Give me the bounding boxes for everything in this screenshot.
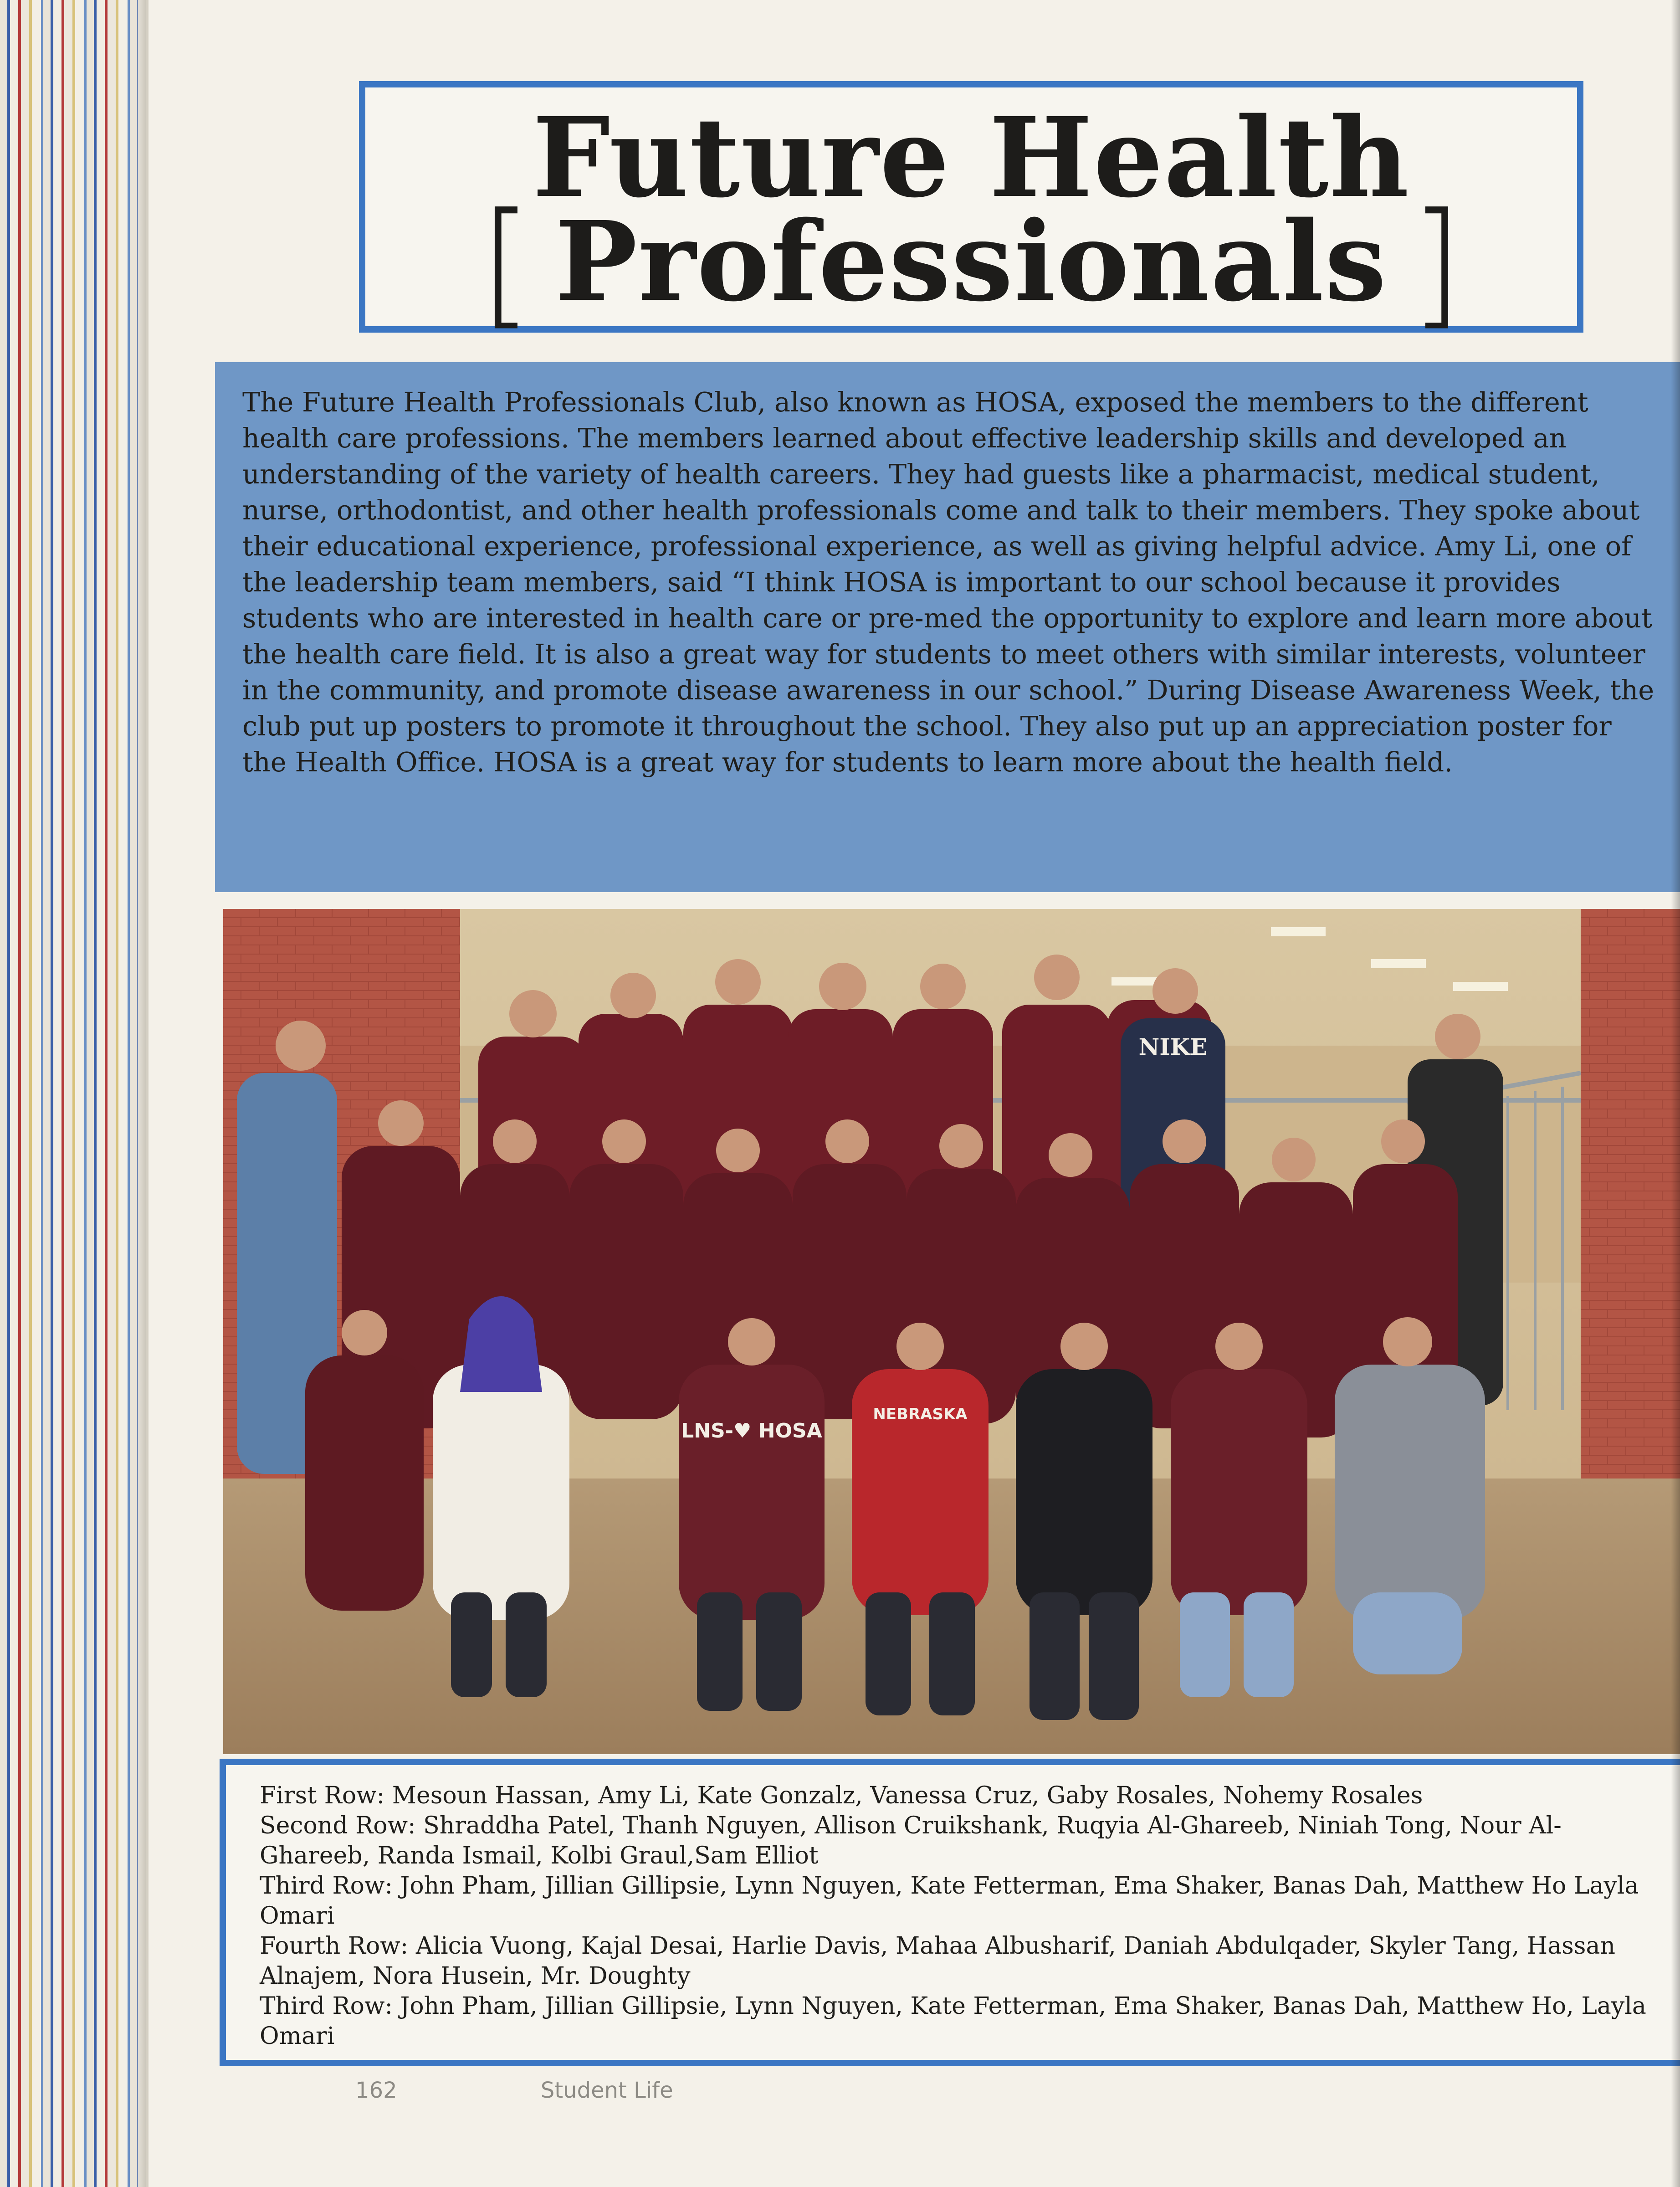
title-line-2: Professionals bbox=[555, 197, 1388, 326]
title-box bbox=[359, 81, 1583, 343]
caption-second-row: Second Row: Shraddha Patel, Thanh Nguyen, Allison Cruikshank, Ruqyia Al-Ghareeb, Niniah Tong, Nour Al-Ghareeb, Randa Ismail, Kolbi Graul,Sam Elliot bbox=[260, 1812, 1562, 1869]
title-line-1: Future Health bbox=[532, 93, 1410, 222]
group-photo bbox=[223, 909, 1680, 1754]
shirt-text-nike: NIKE bbox=[1138, 1033, 1208, 1060]
title-bracket-right: ] bbox=[1409, 184, 1463, 343]
page-shadow bbox=[1671, 0, 1680, 2187]
caption-box bbox=[220, 1759, 1680, 2066]
group-photo-illustration bbox=[223, 909, 1680, 1754]
intro-band bbox=[215, 362, 1680, 892]
yearbook-page bbox=[146, 0, 1680, 2187]
page-number: 162 bbox=[355, 2078, 397, 2103]
page-footer bbox=[355, 2078, 673, 2103]
title-bracket-left: [ bbox=[479, 184, 533, 343]
spine-edge bbox=[146, 0, 149, 2187]
caption-third-row-repeat: Third Row: John Pham, Jillian Gillipsie, Lynn Nguyen, Kate Fetterman, Ema Shaker, Banas Dah, Matthew Ho, Layla Omari bbox=[260, 1992, 1646, 2050]
shirt-text-hosa: LNS-♥ HOSA bbox=[681, 1419, 822, 1443]
section-name: Student Life bbox=[540, 2078, 673, 2103]
shirt-text-nebraska: NEBRASKA bbox=[873, 1405, 968, 1423]
caption-third-row: Third Row: John Pham, Jillian Gillipsie, Lynn Nguyen, Kate Fetterman, Ema Shaker, Banas Dah, Matthew Ho Layla Omari bbox=[260, 1872, 1639, 1930]
intro-paragraph: The Future Health Professionals Club, also known as HOSA, exposed the members to the different health care professions. The members learned about effective leadership skills and developed an understanding of the variety of health careers. They had guests like a pharmacist, medical student, nurse, orthodontist, and other health professionals come and talk to their members. They spoke about their educational experience, professional experience, as well as giving helpful advice. Amy Li, one of the leadership team members, said “I think HOSA is important to our school because it provides students who are interested in health care or pre-med the opportunity to explore and learn more about the health care field. It is also a great way for students to meet others with similar interests, volunteer in the community, and promote disease awareness in our school.” During Disease Awareness Week, the club put up posters to promote it throughout the school. They also put up an appreciation poster for the Health Office. HOSA is a great way for students to learn more about the health field. bbox=[242, 386, 1654, 778]
page-edges bbox=[0, 0, 150, 2187]
caption-first-row: First Row: Mesoun Hassan, Amy Li, Kate Gonzalz, Vanessa Cruz, Gaby Rosales, Nohemy Rosales bbox=[260, 1782, 1423, 1809]
caption-fourth-row: Fourth Row: Alicia Vuong, Kajal Desai, Harlie Davis, Mahaa Albusharif, Daniah Abdulqader, Skyler Tang, Hassan Alnajem, Nora Husein, Mr. Doughty bbox=[260, 1932, 1615, 1990]
